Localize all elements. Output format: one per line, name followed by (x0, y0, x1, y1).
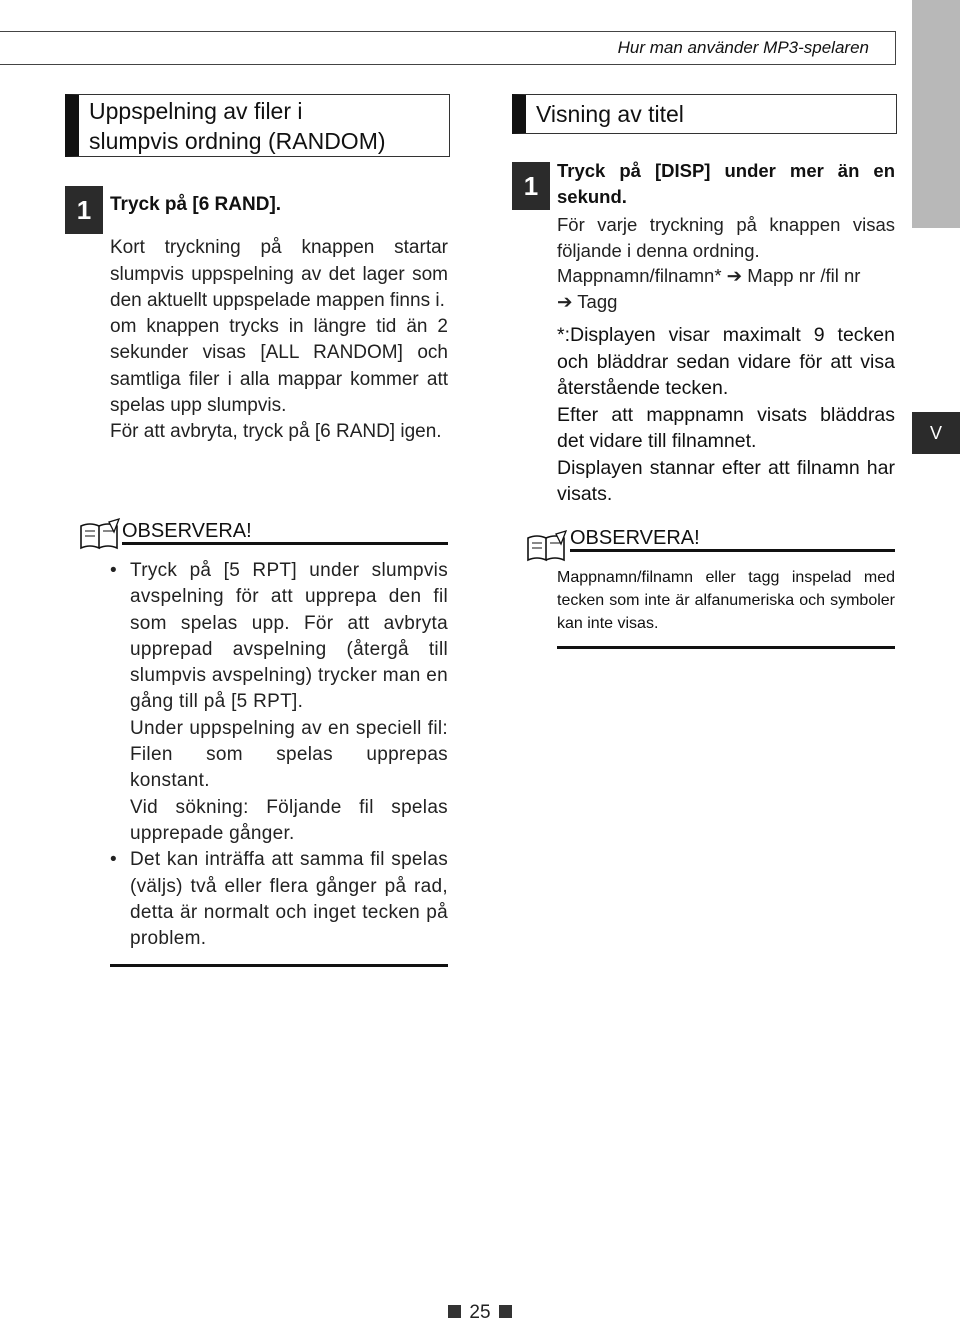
bullet: • (110, 560, 117, 581)
page-number: 25 (469, 1302, 491, 1323)
note-top-rule (122, 542, 448, 545)
book-note-icon (525, 530, 569, 564)
note-heading: OBSERVERA! (122, 520, 252, 542)
note-bottom-rule (110, 964, 448, 967)
heading-line-2: slumpvis ordning (RANDOM) (89, 128, 386, 154)
heading-line-1: Uppspelning av filer i (89, 98, 303, 124)
chapter-tab: V (912, 412, 960, 454)
note-heading: OBSERVERA! (570, 527, 700, 549)
book-note-icon (78, 518, 122, 552)
body-paragraph: om knappen trycks in längre tid än 2 sekunder visas [ALL RANDOM] och samtliga filer i alla mappar kommer att spelas upp slumpvis. (110, 316, 448, 417)
footnote-line: *:Displayen visar maximalt 9 tecken och bläddrar sedan vidare för att visa återstående tecken. (557, 324, 895, 399)
body-paragraph: Kort tryckning på knappen startar slumpvis uppspelning av det lager som den aktuellt uppspelade mappen finns i. (110, 237, 448, 311)
step-title: Tryck på [DISP] under mer än en sekund. (557, 160, 895, 207)
note-bottom-rule (557, 646, 895, 649)
list-item (110, 558, 448, 847)
footnote-line: Efter att mappnamn visats bläddras det vidare till filnamnet. (557, 403, 895, 452)
square-icon (448, 1305, 461, 1318)
section-heading-random (65, 94, 450, 157)
header-bar (0, 31, 896, 65)
sequence-line: Mappnamn/filnamn* ➔ Mapp nr /fil nr (557, 265, 861, 286)
heading-text: Visning av titel (536, 101, 684, 127)
note-line: Tryck på [5 RPT] under slumpvis avspelning för att upprepa den fil som spelas upp. För att avbryta upprepad avspelning (återgå till slumpvis avspelning) trycker man en gång till på [5 RPT]. (130, 560, 448, 713)
right-step-block (557, 158, 895, 508)
note-line: Det kan inträffa att samma fil spelas (väljs) två eller flera gånger på rad, detta är normalt och inget tecken på problem. (130, 849, 448, 950)
note-line: Vid sökning: Följande fil spelas upprepade gånger. (130, 796, 448, 844)
step-title: Tryck på [6 RAND]. (110, 194, 282, 215)
note-box-left (78, 518, 448, 970)
page-footer (0, 1302, 960, 1324)
step-number: 1 (65, 186, 103, 234)
square-icon (499, 1305, 512, 1318)
list-item (110, 847, 448, 952)
running-header: Hur man använder MP3-spelaren (617, 38, 869, 57)
side-strip (912, 0, 960, 228)
note-box-right (525, 527, 895, 655)
footnote (557, 322, 895, 508)
intro-paragraph: För varje tryckning på knappen visas följande i denna ordning. (557, 214, 895, 261)
bullet: • (110, 849, 117, 871)
note-line: Under uppspelning av en speciell fil: Filen som spelas upprepas konstant. (130, 717, 448, 792)
left-step-block (110, 192, 448, 446)
note-list (110, 558, 448, 952)
body-paragraph: För att avbryta, tryck på [6 RAND] igen. (110, 421, 442, 443)
note-text: Mappnamn/filnamn eller tagg inspelad med tecken som inte är alfanumeriska och symboler kan inte visas. (557, 569, 895, 632)
sequence-line: ➔ Tagg (557, 290, 618, 312)
section-heading-title-display (512, 94, 897, 134)
note-top-rule (570, 549, 895, 552)
footnote-line: Displayen stannar efter att filnamn har visats. (557, 456, 895, 505)
step-number: 1 (512, 162, 550, 210)
